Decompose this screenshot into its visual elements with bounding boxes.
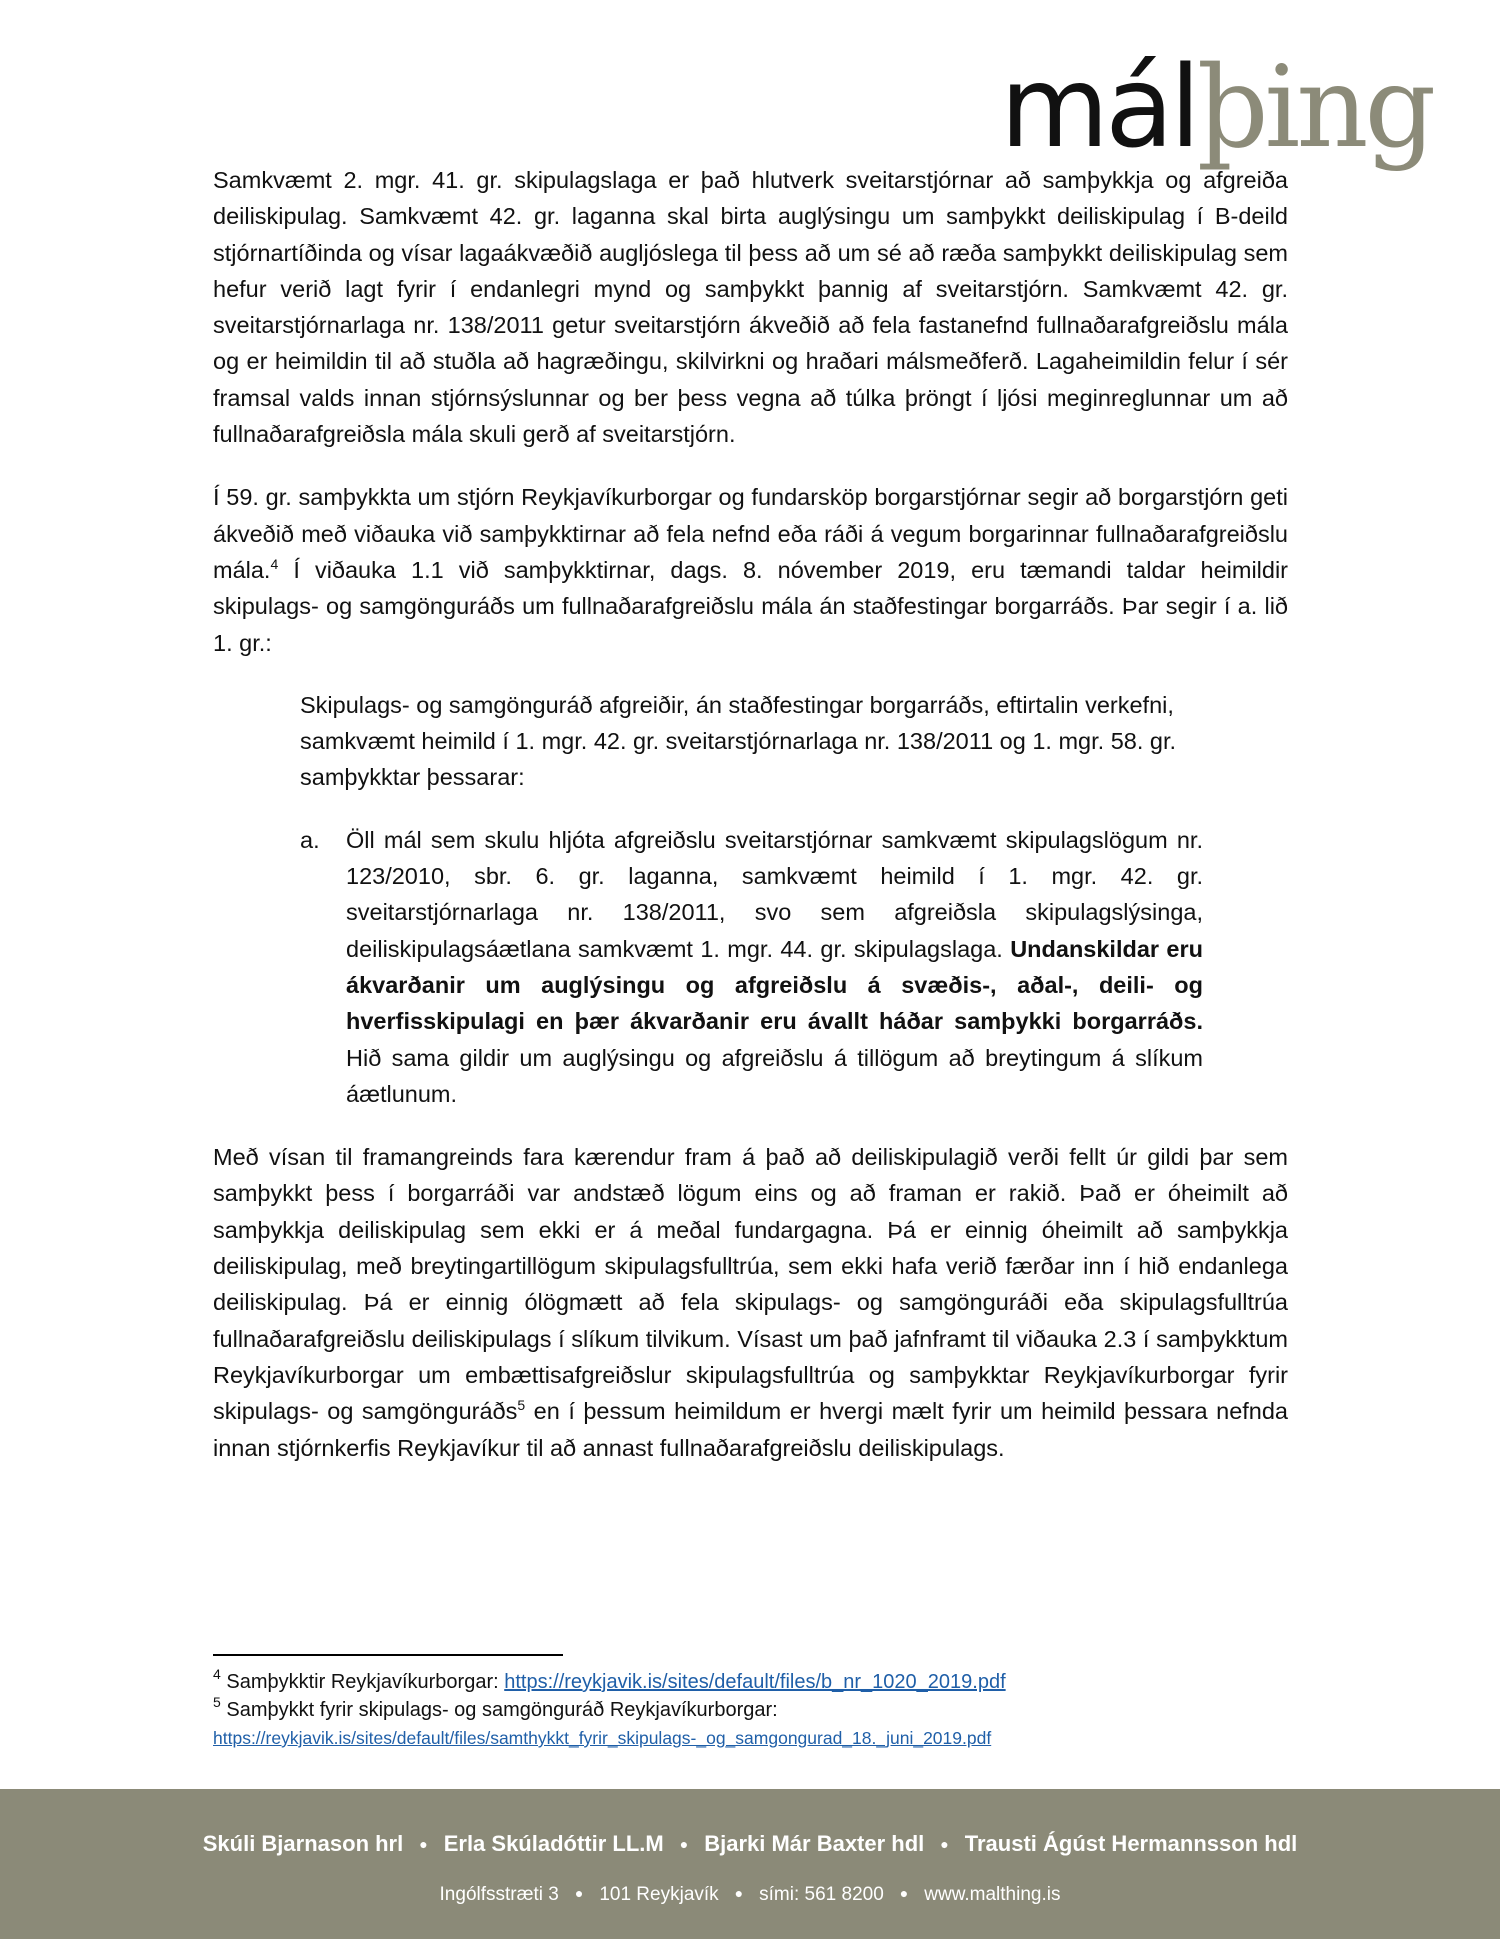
paragraph-1: Samkvæmt 2. mgr. 41. gr. skipulagslaga er það hlutverk sveitarstjórnar að samþykkja og afgreiða deiliskipulag. Samkvæmt 42. gr. laganna skal birta auglýsingu um samþykkt deiliskipulag í B-deild stjórnartíðinda og vísar lagaákvæðið augljóslega til þess að um sé að ræða samþykkt deiliskipulag sem hefur verið lagt fyrir í endanlegri mynd og samþykkt þannig af sveitarstjórn. Samkvæmt 42. gr. sveitarstjórnarlaga nr. 138/2011 getur sveitarstjórn ákveðið að fela fastanefnd fullnaðarafgreiðslu mála og er heimildin til að stuðla að hagræðingu, skilvirkni og hraðari málsmeðferð. Lagaheimildin felur í sér framsal valds innan stjórnsýslunnar og ber þess vegna að túlka þröngt í ljósi meginreglunnar um að fullnaðarafgreiðsla mála skuli gerð af sveitarstjórn.	[213, 167, 1288, 448]
list-text-b: Hið sama gildir um auglýsingu og afgreiðslu á tillögum að breytingum á slíkum áætlunum.	[346, 1044, 1203, 1107]
paragraph-2-text-a: Í 59. gr. samþykkta um stjórn Reykjavíkurborgar og fundarsköp borgarstjórnar segir að borgarstjórn geti ákveðið með viðauka við samþykktirnar að fela nefnd eða ráði á vegum borgarinnar fullnaðarafgreiðslu mála.	[213, 484, 1288, 583]
logo-text-thing: þing	[1196, 43, 1433, 173]
footnote-link[interactable]: https://reykjavik.is/sites/default/files/b_nr_1020_2019.pdf	[504, 1671, 1006, 1693]
footnote-5	[213, 1696, 1288, 1724]
page-footer	[0, 1789, 1500, 1939]
footer-name: Trausti Ágúst Hermannsson hdl	[964, 1831, 1298, 1856]
list-text-bold: Undanskildar eru ákvarðanir um auglýsingu og afgreiðslu á svæðis-, aðal-, deili- og hverfisskipulagi en þær ákvarðanir eru ávallt háðar samþykki borgarráðs.	[346, 935, 1203, 1035]
footer-city: 101 Reykjavík	[599, 1884, 719, 1905]
logo-text-mal: mál	[1000, 43, 1197, 173]
footer-name: Skúli Bjarnason hrl	[202, 1831, 404, 1856]
block-quote: Skipulags- og samgönguráð afgreiðir, án staðfestingar borgarráðs, eftirtalin verkefni, samkvæmt heimild í 1. mgr. 42. gr. sveitarstjórnarlaga nr. 138/2011 og 1. mgr. 58. gr. samþykktar þessarar:	[300, 691, 1177, 791]
footer-address	[0, 1884, 1500, 1906]
footer-website[interactable]: www.malthing.is	[924, 1884, 1061, 1905]
footer-names	[0, 1831, 1500, 1857]
footnote-number: 5	[213, 1694, 221, 1710]
footnotes	[213, 1668, 1288, 1752]
bullet-separator: ●	[574, 1885, 584, 1901]
footer-street: Ingólfsstræti 3	[439, 1884, 559, 1905]
document-body	[213, 162, 1288, 1466]
paragraph-2	[213, 479, 1288, 660]
bullet-separator: ●	[734, 1885, 744, 1901]
list-text-a: Öll mál sem skulu hljóta afgreiðslu sveitarstjórnar samkvæmt skipulagslögum nr. 123/2010, sbr. 6. gr. laganna, samkvæmt heimild í 1. mgr. 42. gr. sveitarstjórnarlaga nr. 138/2011, svo sem afgreiðsla skipulagslýsinga, deiliskipulagsáætlana samkvæmt 1. mgr. 44. gr. skipulagslaga.	[346, 826, 1203, 962]
paragraph-4	[213, 1139, 1288, 1466]
list-item-a	[300, 822, 1203, 1112]
footnote-text: Samþykkt fyrir skipulags- og samgönguráð Reykjavíkurborgar:	[220, 1699, 778, 1721]
footnote-separator	[213, 1654, 563, 1656]
footnote-4	[213, 1668, 1288, 1696]
footnote-5-link-line	[213, 1724, 1288, 1752]
bullet-separator: ●	[899, 1885, 909, 1901]
footnote-number: 4	[213, 1666, 221, 1682]
paragraph-2-text-b: Í viðauka 1.1 við samþykktirnar, dags. 8. nóvember 2019, eru tæmandi taldar heimildir skipulags- og samgönguráðs um fullnaðarafgreiðslu mála án staðfestingar borgarráðs. Þar segir í a. lið 1. gr.:	[213, 556, 1288, 656]
bullet-separator: ●	[940, 1836, 949, 1852]
footer-phone: sími: 561 8200	[759, 1884, 884, 1905]
footnote-link[interactable]: https://reykjavik.is/sites/default/files/samthykkt_fyrir_skipulags-_og_samgongurad_18._juni_2019.pdf	[213, 1728, 992, 1748]
footnote-ref-5[interactable]: 5	[517, 1397, 526, 1414]
paragraph-4-text-a: Með vísan til framangreinds fara kærendur fram á það að deiliskipulagið verði fellt úr gildi þar sem samþykkt þess í borgarráði var andstæð lögum eins og að framan er rakið. Það er óheimilt að samþykkja deiliskipulag sem ekki er á meðal fundargagna. Þá er einnig óheimilt að samþykkja deiliskipulag, með breytingartillögum skipulagsfulltrúa, sem ekki hafa verið færðar inn í hið endanlega deiliskipulag. Þá er einnig ólögmætt að fela skipulags- og samgönguráði eða skipulagsfulltrúa fullnaðarafgreiðslu deiliskipulags í slíkum tilvikum. Vísast um það jafnframt til viðauka 2.3 í samþykktum Reykjavíkurborgar um embættisafgreiðslur skipulagsfulltrúa og samþykktar Reykjavíkurborgar fyrir skipulags- og samgönguráðs	[213, 1144, 1288, 1425]
list-marker: a.	[300, 826, 320, 853]
footnote-ref-4[interactable]: 4	[270, 555, 279, 572]
bullet-separator: ●	[679, 1836, 689, 1852]
footer-name: Erla Skúladóttir LL.M	[443, 1831, 664, 1856]
paragraph-4-text-b: en í þessum heimildum er hvergi mælt fyrir um heimild þessara nefnda innan stjórnkerfis Reykjavíkur til að annast fullnaðarafgreiðslu deiliskipulags.	[213, 1398, 1288, 1461]
footer-name: Bjarki Már Baxter hdl	[704, 1831, 925, 1856]
list-item-text	[346, 822, 1203, 1112]
footnote-text: Samþykktir Reykjavíkurborgar:	[220, 1671, 505, 1693]
bullet-separator: ●	[419, 1836, 428, 1852]
